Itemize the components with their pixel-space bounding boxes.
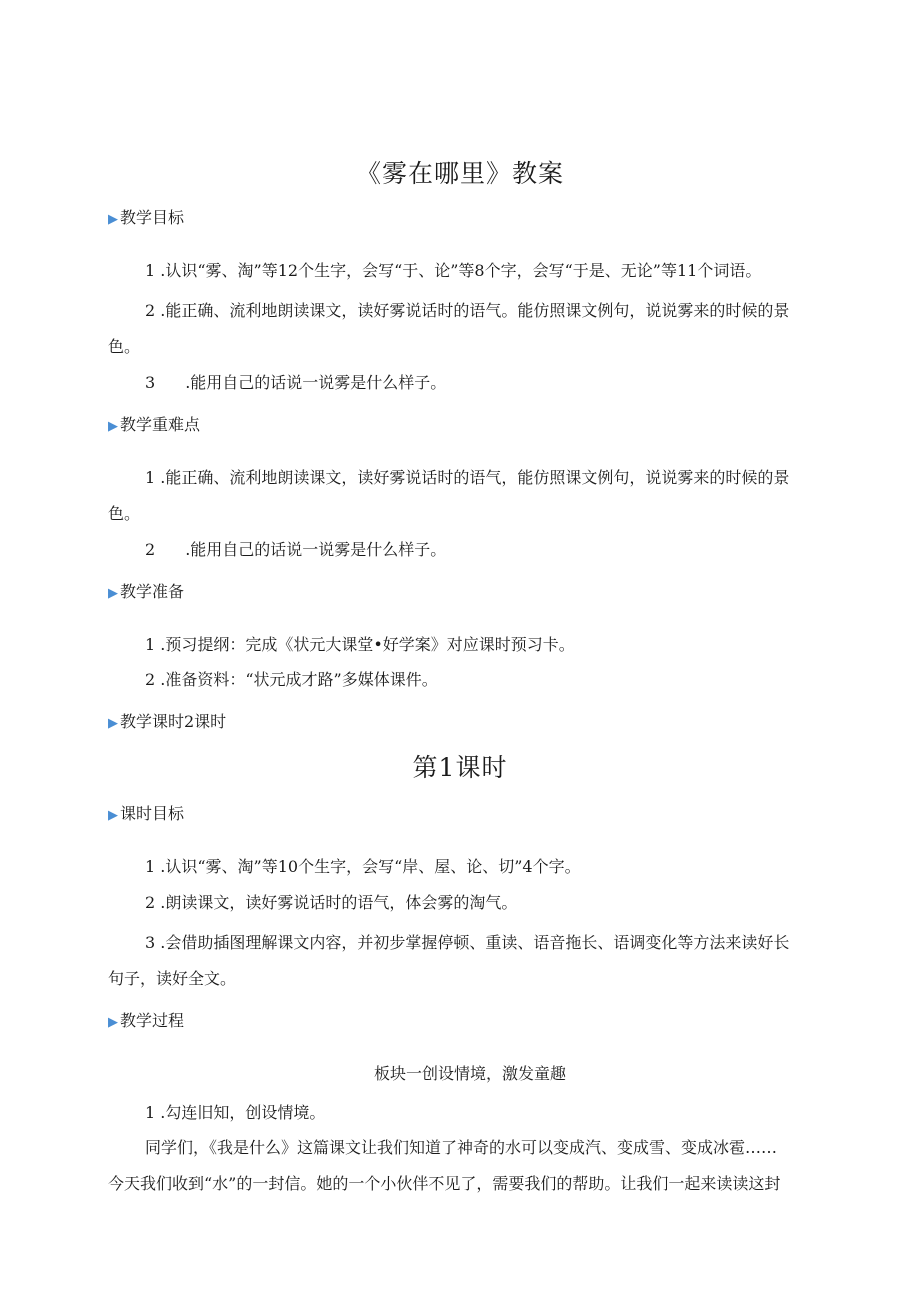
lesson-item-1: 1 .认识“雾、淘”等10个生字，会写“岸、屋、论、切”4个字。: [145, 857, 581, 876]
lesson-item-3-cont: 句子，读好全文。: [108, 969, 237, 988]
lesson-title: 第1课时: [412, 753, 508, 782]
key-item-2-number: 2: [145, 540, 156, 559]
key-item-2-text: .能用自己的话说一说雾是什么样子。: [185, 540, 447, 559]
section-heading-key-points: ▶ 教学重难点: [108, 415, 201, 434]
triangle-bullet-icon: ▶: [108, 586, 118, 601]
section-heading-goals: ▶ 教学目标: [108, 208, 185, 227]
goals-item-2-cont: 色。: [108, 337, 141, 356]
key-item-1: 1 .能正确、流利地朗读课文，读好雾说话时的语气，能仿照课文例句，说说雾来的时候的景: [145, 468, 790, 487]
prep-item-1: 1 .预习提纲：完成《状元大课堂•好学案》对应课时预习卡。: [145, 635, 575, 654]
goals-item-2: 2 .能正确、流利地朗读课文，读好雾说话时的语气。能仿照课文例句，说说雾来的时候的景: [145, 301, 790, 320]
goals-item-3-text: .能用自己的话说一说雾是什么样子。: [185, 373, 447, 392]
prep-item-2: 2 .准备资料：“状元成才路”多媒体课件。: [145, 670, 438, 689]
process-paragraph-line-2: 今天我们收到“水”的一封信。她的一个小伙伴不见了，需要我们的帮助。让我们一起来读读这封: [108, 1174, 781, 1193]
process-paragraph-line-1: 同学们，《我是什么》这篇课文让我们知道了神奇的水可以变成汽、变成雪、变成冰雹……: [145, 1138, 778, 1157]
section-heading-hours: ▶ 教学课时2课时: [108, 712, 227, 731]
goals-item-3-number: 3: [145, 373, 156, 392]
block-title: 板块一创设情境，激发童趣: [373, 1064, 566, 1083]
triangle-bullet-icon: ▶: [108, 1015, 118, 1030]
lesson-item-2: 2 .朗读课文，读好雾说话时的语气，体会雾的淘气。: [145, 893, 518, 912]
triangle-bullet-icon: ▶: [108, 419, 118, 434]
key-item-2: [145, 537, 446, 560]
process-item-1: 1 .勾连旧知，创设情境。: [145, 1103, 326, 1122]
key-item-1-cont: 色。: [108, 504, 141, 523]
section-heading-lesson-goals: ▶ 课时目标: [108, 804, 185, 823]
triangle-bullet-icon: ▶: [108, 212, 118, 227]
section-heading-prep: ▶ 教学准备: [108, 582, 185, 601]
triangle-bullet-icon: ▶: [108, 808, 118, 823]
lesson-item-3: 3 .会借助插图理解课文内容，并初步掌握停顿、重读、语音拖长、语调变化等方法来读好长: [145, 933, 790, 952]
goals-item-1: 1 .认识“雾、淘”等12个生字，会写“于、论”等8个字，会写“于是、无论”等11个词语。: [145, 261, 762, 280]
triangle-bullet-icon: ▶: [108, 716, 118, 731]
goals-item-3: [145, 370, 446, 393]
section-heading-process: ▶ 教学过程: [108, 1011, 185, 1030]
document-title: 《雾在哪里》教案: [355, 159, 564, 188]
